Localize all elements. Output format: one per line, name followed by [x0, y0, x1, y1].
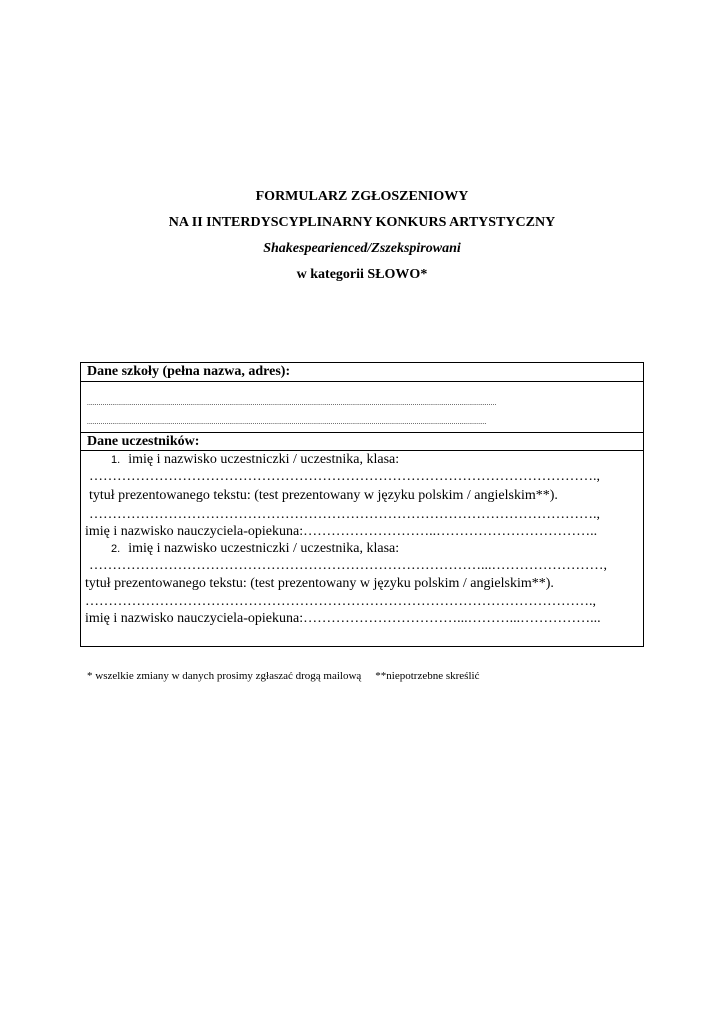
participants-label: Dane uczestników: [87, 434, 200, 449]
category-line: w kategorii SŁOWO* [296, 267, 428, 282]
participant-1-title-dots[interactable]: ………………………………………………………………………………………………., [89, 507, 600, 522]
school-label: Dane szkoły (pełna nazwa, adres): [87, 364, 291, 379]
participant-2-number: 2. [111, 543, 121, 555]
footnote-changes: * wszelkie zmiany w danych prosimy zgłaszać drogą mailową [87, 670, 362, 682]
participant-1-title-label: tytuł prezentowanego tekstu: (test prezentowany w języku polskim / angielskim**). [89, 488, 558, 503]
participant-2-name-label [111, 540, 399, 558]
school-entry-row[interactable] [81, 382, 643, 433]
school-label-row [81, 363, 643, 382]
participant-2-title-dots[interactable]: ………………………………………………………………………………………………., [85, 594, 596, 609]
contest-subtitle: Shakespearienced/Zszekspirowani [263, 241, 461, 256]
participant-1-name-dots[interactable]: ………………………………………………………………………………………………., [89, 469, 600, 484]
participant-1-number: 1. [111, 454, 121, 466]
contest-name: NA II INTERDYSCYPLINARNY KONKURS ARTYSTYCZNY [168, 215, 556, 230]
participant-2-name-text: imię i nazwisko uczestniczki / uczestnika, klasa: [128, 541, 400, 556]
participant-2-title-label: tytuł prezentowanego tekstu: (test prezentowany w języku polskim / angielskim**). [85, 576, 554, 591]
participant-1-name-text: imię i nazwisko uczestniczki / uczestnika, klasa: [128, 452, 400, 467]
form-title: FORMULARZ ZGŁOSZENIOWY [255, 189, 469, 204]
participants-label-row [81, 433, 643, 451]
application-form-table [80, 362, 644, 647]
form-header [0, 184, 724, 288]
participant-2-name-dots[interactable]: …………………………………………………………………………...……………………, [89, 558, 607, 573]
footnote-strike: **niepotrzebne skreślić [375, 670, 480, 682]
participant-2-teacher-line[interactable]: imię i nazwisko nauczyciela-opiekuna:……………………………...………...……………... [85, 611, 601, 626]
school-dots-line-1[interactable]: .................................................................................................................................................................................................................. [87, 399, 497, 407]
school-dots-line-2[interactable]: ............................................................................................................................................................................................................. [87, 418, 487, 426]
footnote [87, 669, 479, 683]
participant-1-name-label [111, 451, 399, 469]
participant-1-teacher-line[interactable]: imię i nazwisko nauczyciela-opiekuna:………………………..…………………………….. [85, 524, 598, 539]
